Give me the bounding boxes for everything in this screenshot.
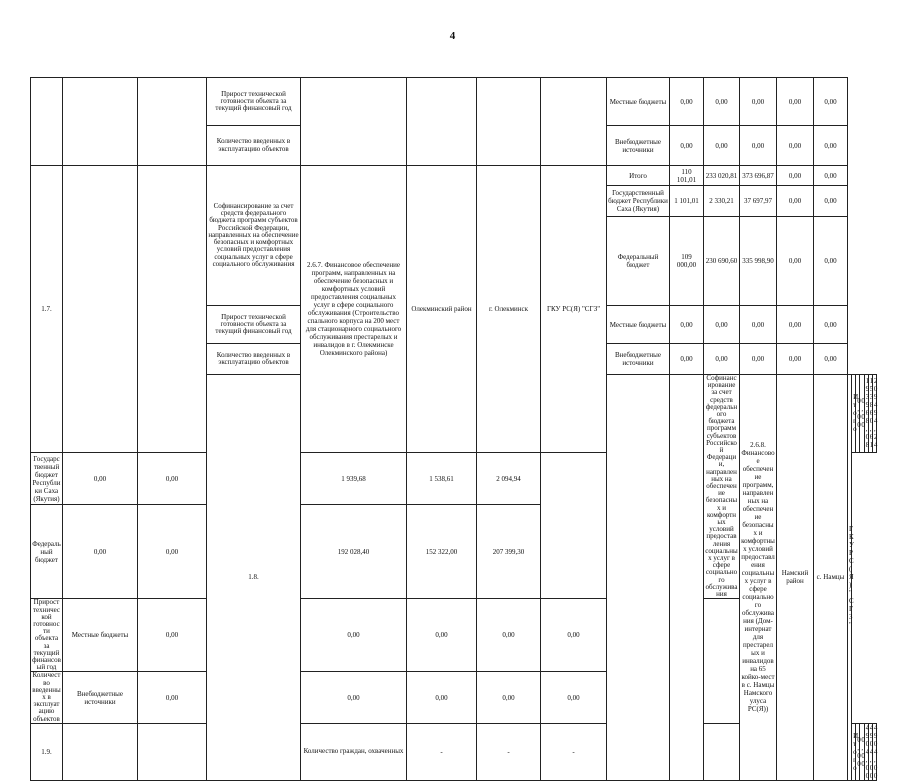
- value-cell: 0,00: [814, 217, 848, 306]
- cont-num-cell: [31, 78, 63, 166]
- indicator-cell: Количество введенных в эксплуатацию объектов: [32, 671, 61, 723]
- value-cell: 0,00: [860, 723, 864, 780]
- value-cell: 0,00: [777, 126, 814, 166]
- value-cell: 0,00: [541, 599, 607, 672]
- value-cell: 1 538,61: [407, 452, 477, 504]
- value-cell: 0,00: [814, 186, 848, 217]
- value-cell: 0,00: [777, 306, 814, 344]
- place-cell: г. Олекминск: [477, 166, 541, 453]
- empty-cell: [63, 166, 138, 453]
- indicator-cell: Количество граждан, охваченных: [301, 723, 407, 780]
- value-cell: 335 998,90: [740, 217, 777, 306]
- value-cell: 0,00: [138, 599, 207, 672]
- value-cell: 4 904,00: [869, 723, 874, 780]
- district-cell: [407, 78, 477, 166]
- district-cell: Намский район: [777, 375, 814, 781]
- value-cell: 0,00: [856, 723, 860, 780]
- value-cell: 0,00: [477, 672, 541, 723]
- table-row: [31, 166, 877, 186]
- value-cell: 0,00: [777, 217, 814, 306]
- value-cell: 0,00: [541, 672, 607, 723]
- value-cell: 0,00: [407, 599, 477, 672]
- value-cell: 0,00: [740, 306, 777, 344]
- value-cell: 0,00: [63, 505, 138, 599]
- value-cell: 0,00: [670, 344, 704, 375]
- value-cell: 0,00: [670, 126, 704, 166]
- table-row: [31, 78, 877, 126]
- exec-cell: [541, 78, 607, 166]
- value-cell: 0,00: [704, 78, 740, 126]
- source-cell: Внебюджетные источники: [607, 126, 670, 166]
- value-cell: 373 696,87: [740, 166, 777, 186]
- value-cell: 2 094,94: [477, 452, 541, 504]
- indicator-cell: Прирост технической готовности объекта за текущий финансовый год: [32, 598, 61, 672]
- value-cell: 0,00: [814, 126, 848, 166]
- value-cell: 0,00: [777, 344, 814, 375]
- indicator-cell: Софинансирование за счет средств федерального бюджета программ субъектов Российской Федерации, направленных на обеспечение безопасных и комфортных условий предоставления социальных услуг в сфере социального обслуживания: [705, 374, 738, 599]
- source-cell: Итого: [852, 723, 856, 780]
- value-cell: 0,00: [814, 166, 848, 186]
- value-cell: 4 904,00: [873, 723, 878, 780]
- value-cell: 153 860,61: [868, 375, 872, 453]
- value-cell: 0,00: [704, 126, 740, 166]
- value-cell: 193 968,08: [864, 375, 868, 453]
- value-cell: 0,00: [860, 375, 864, 453]
- value-cell: 0,00: [777, 186, 814, 217]
- place-cell: с. Намцы: [814, 375, 848, 781]
- empty-cell: [670, 375, 704, 781]
- value-cell: 0,00: [740, 126, 777, 166]
- indicator-cell: Прирост технической готовности объекта за текущий финансовый год: [207, 306, 301, 344]
- source-cell: Внебюджетные источники: [607, 344, 670, 375]
- exec-cell: [704, 723, 740, 780]
- source-cell: Государственный бюджет Республики Саха (Якутия): [607, 186, 670, 217]
- source-cell: Внебюджетные источники: [63, 672, 138, 723]
- value-cell: 230 690,60: [704, 217, 740, 306]
- program-table: [30, 77, 877, 781]
- value-cell: 110 101,01: [670, 166, 704, 186]
- source-cell: Итого: [852, 375, 856, 453]
- exec-cell: ГКУ РС(Я) "СГЗ": [848, 375, 852, 781]
- value-cell: 0,00: [138, 452, 207, 504]
- source-cell: Государственный бюджет Республики Саха (Якутия): [31, 452, 63, 504]
- value-cell: 0,00: [407, 672, 477, 723]
- value-cell: 0,00: [814, 78, 848, 126]
- desc-cell: -: [407, 723, 477, 780]
- value-cell: 1 939,68: [301, 452, 407, 504]
- value-cell: 0,00: [477, 599, 541, 672]
- desc-cell: 2.6.8. Финансовое обеспечение программ, направленных на обеспечение безопасных и комфортных условий предоставления социальных услуг в сфере социального обслуживания (Дом-интернат для престарелых и инвалидов на 65 койко-мест в с. Намцы Намского улуса РС(Я)): [740, 375, 777, 781]
- desc-cell: [301, 78, 407, 166]
- exec-cell: ГКУ РС(Я) "СГЗ": [541, 166, 607, 453]
- value-cell: 233 020,81: [704, 166, 740, 186]
- value-cell: 0,00: [63, 452, 138, 504]
- value-cell: 192 028,40: [301, 505, 407, 599]
- source-cell: Федеральный бюджет: [607, 217, 670, 306]
- district-cell: Олекминский район: [407, 166, 477, 453]
- value-cell: 0,00: [777, 78, 814, 126]
- indicator-cell: Софинансирование за счет средств федерального бюджета программ субъектов Российской Федерации, направленных на обеспечение безопасных и комфортных условий предоставления социальных услуг в сфере социального обслуживания: [207, 166, 301, 306]
- indicator-cell: Количество введенных в эксплуатацию объектов: [207, 126, 301, 166]
- value-cell: 0,00: [704, 306, 740, 344]
- value-cell: 0,00: [740, 344, 777, 375]
- page-number: 4: [449, 30, 456, 42]
- value-cell: 0,00: [301, 672, 407, 723]
- place-cell: [477, 78, 541, 166]
- indicator-cell: Количество введенных в эксплуатацию объектов: [207, 344, 301, 375]
- value-cell: 0,00: [777, 166, 814, 186]
- row-number: 1.9.: [31, 723, 63, 780]
- value-cell: 2 330,21: [704, 186, 740, 217]
- desc-cell: 2.6.7. Финансовое обеспечение программ, направленных на обеспечение безопасных и комфортных условий предоставления социальных услуг в сфере социального обслуживания (Строительство спального корпуса на 200 мест для стационарного социального обслуживания престарелых и инвалидов в г. Олекминске Олекминского района): [301, 166, 407, 453]
- value-cell: 0,00: [670, 306, 704, 344]
- value-cell: 0,00: [138, 672, 207, 723]
- value-cell: 0,00: [138, 505, 207, 599]
- source-cell: Итого: [607, 166, 670, 186]
- value-cell: 37 697,97: [740, 186, 777, 217]
- row-number: 1.8.: [207, 375, 301, 781]
- empty-cell: [607, 375, 670, 781]
- value-cell: 152 322,00: [407, 505, 477, 599]
- value-cell: 0,00: [740, 78, 777, 126]
- place-cell: -: [541, 723, 607, 780]
- row-number: 1.7.: [31, 166, 63, 453]
- value-cell: 0,00: [670, 78, 704, 126]
- empty-cell: [138, 166, 207, 453]
- cont-empty-cell: [138, 78, 207, 166]
- value-cell: 0,00: [301, 599, 407, 672]
- value-cell: 0,00: [814, 306, 848, 344]
- indicator-cell: Прирост технической готовности объекта за текущий финансовый год: [207, 78, 301, 126]
- value-cell: 4 904,00: [865, 723, 870, 780]
- source-cell: Местные бюджеты: [607, 306, 670, 344]
- value-cell: 0,00: [856, 375, 860, 453]
- source-cell: Федеральный бюджет: [31, 505, 63, 599]
- cont-empty-cell: [63, 78, 138, 166]
- value-cell: 0,00: [704, 344, 740, 375]
- empty-cell: [63, 723, 138, 780]
- empty-cell: [138, 723, 207, 780]
- source-cell: Местные бюджеты: [607, 78, 670, 126]
- value-cell: 1 101,01: [670, 186, 704, 217]
- value-cell: 0,00: [814, 344, 848, 375]
- value-cell: 209 494,24: [872, 375, 876, 453]
- source-cell: Местные бюджеты: [63, 599, 138, 672]
- district-cell: -: [477, 723, 541, 780]
- value-cell: 109 000,00: [670, 217, 704, 306]
- value-cell: 207 399,30: [477, 505, 541, 599]
